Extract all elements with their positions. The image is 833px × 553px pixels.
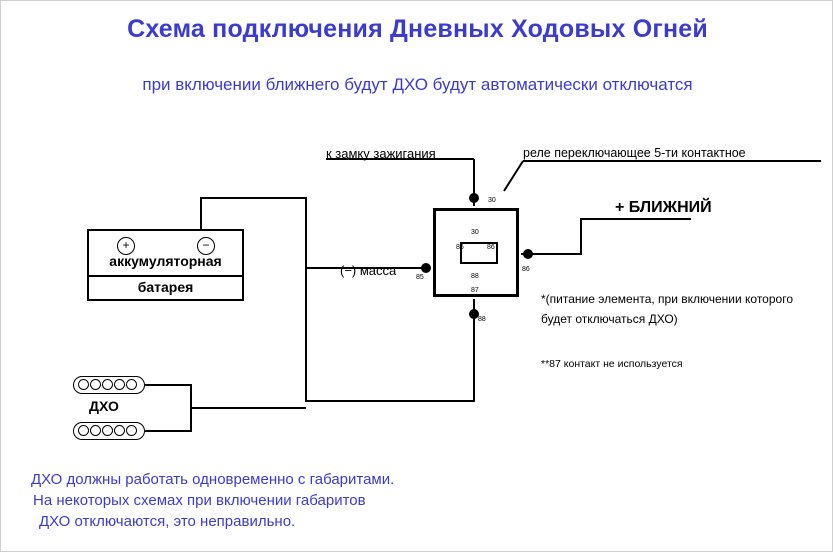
wire-low-beam (521, 219, 691, 254)
bulb-icon (102, 379, 113, 390)
relay-pin-86-label: 86 (522, 266, 530, 273)
battery-minus-terminal: − (197, 237, 215, 255)
bulb-icon (78, 425, 89, 436)
bulb-icon (90, 379, 101, 390)
relay-pin-85-label: 85 (416, 274, 424, 281)
battery-label-line1: аккумуляторная (109, 253, 222, 269)
battery-label-line2: батарея (137, 279, 194, 295)
junction-dot-85 (421, 263, 431, 273)
relay-inner-pin-85: 85 (456, 244, 464, 251)
bulb-icon (102, 425, 113, 436)
page-subtitle: при включении ближнего будут ДХО будут автоматически отключатся (142, 75, 693, 94)
bulb-icon (126, 379, 137, 390)
bulb-icon (90, 425, 101, 436)
relay-pin-88-label: 88 (478, 316, 486, 323)
junction-dot-30 (469, 193, 479, 203)
page-title: Схема подключения Дневных Ходовых Огней (127, 15, 708, 43)
bulb-icon (114, 425, 125, 436)
battery-plus-terminal: + (117, 237, 135, 255)
relay-pin-30-label: 30 (488, 197, 496, 204)
bulb-icon (114, 379, 125, 390)
bulb-icon (126, 425, 137, 436)
relay-inner-pin-86: 86 (487, 244, 495, 251)
annotation-mass: (−) масса (340, 263, 397, 278)
footnote-line-1: ДХО должны работать одновременно с габаритами. (31, 471, 395, 488)
annotation-ignition: к замку зажигания (326, 146, 436, 161)
drl-lamp-top (73, 376, 145, 394)
battery-divider (89, 275, 242, 277)
relay-inner-pin-30: 30 (471, 229, 479, 236)
drl-lamp-top-bulbs (78, 379, 137, 390)
annotation-relay-caption: реле переключающее 5-ти контактное (523, 146, 746, 160)
footnote-line-2: На некоторых схемах при включении габаритов (33, 492, 366, 509)
drl-lamp-bottom (73, 422, 145, 440)
footnote-block (31, 469, 551, 532)
bulb-icon (78, 379, 89, 390)
annotation-note-pin87: **87 контакт не используется (541, 358, 683, 370)
relay-inner-pin-87: 87 (471, 287, 479, 294)
relay-inner-pin-88: 88 (471, 273, 479, 280)
battery-symbol (87, 229, 244, 301)
annotation-low-beam: + БЛИЖНИЙ (615, 199, 712, 216)
relay-caption-pointer (504, 161, 523, 191)
wire-drl-loop (145, 385, 191, 431)
junction-dot-86 (523, 249, 533, 259)
annotation-note-power: *(питание элемента, при включении которого будет отключаться ДХО) (541, 292, 793, 326)
footnote-line-3: ДХО отключаются, это неправильно. (39, 513, 296, 530)
relay-symbol (433, 208, 519, 297)
drl-label: ДХО (89, 398, 119, 414)
drl-lamp-bottom-bulbs (78, 425, 137, 436)
